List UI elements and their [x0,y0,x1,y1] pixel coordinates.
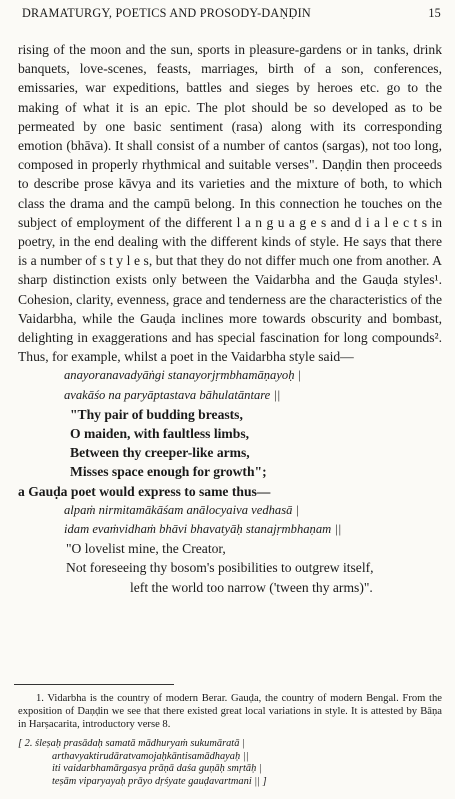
page-header [0,6,455,26]
footnote-2-line: teṣām viparyayaḥ prāyo dṛśyate gauḍavartmani || ] [52,775,267,787]
transition-line: a Gauḍa poet would express to same thus— [18,483,271,499]
running-head: DRAMATURGY, POETICS AND PROSODY-DAṆḌIN [22,6,311,20]
footnote-2-line: [ 2. śleṣaḥ prasādaḥ samatā mādhuryaṁ sukumāratā | [18,738,245,750]
translation-line: O maiden, with faultless limbs, [70,426,250,442]
footnote-2-line: arthavyaktirudāratvamojaḥkāntisamādhayaḥ || [52,750,249,762]
sanskrit-line: anayoranavadyāṅgi stanayorjṛmbhamāṇayoḥ | [64,368,302,383]
sanskrit-line: avakāśo na paryāptastava bāhulatāntare || [64,387,281,402]
translation-line: Between thy creeper-like arms, [70,445,250,461]
footnote-1: 1. Vidarbha is the country of modern Berar. Gauḍa, the country of modern Bengal. From the exposition of Daṇḍin we see that there existed great local variations in style. It is attested by Bāṇa in Harṣacarita, introductory verse 8. [18,693,442,730]
gauda-verse [18,501,442,597]
main-text [18,40,442,597]
footnote-2-line: iti vaidarbhamārgasya prāṇā daśa guṇāḥ smṛtāḥ | [52,763,262,775]
footnotes [18,693,442,788]
translation-line: Not foreseeing thy bosom's posibilities to outgrew itself, [66,560,374,576]
page-number: 15 [428,6,441,20]
footnote-rule [14,684,174,685]
translation-line: Misses space enough for growth"; [70,464,267,480]
body-paragraph: rising of the moon and the sun, sports in pleasure-gardens or in tanks, drink banquets, love-scenes, feasts, marriages, birth of a son, conferences, emissaries, war expeditions, battles and sieges by heroes etc. go to the making of what it is an epic. The plot should be so developed as to be permeated by one basic sentiment (rasa) along with its corresponding emotion (bhāva). It shall consist of a number of cantos (sargas), not too long, composed in properly rhythmical and suitable verses". Daṇḍin then proceeds to describe prose kāvya and its varieties and the mixture of both, to which class the drama and the campū belong. In this connection he touches on the subject of employment of the different l a n g u a g e s and d i a l e c t s in poetry, in the end dealing with the different kinds of style. He says that there is a number of s t y l e s, but that they do not differ much one from another. A sharp distinction exists only between the Vaidarbha and the Gauḍa styles¹. Cohesion, clarity, evenness, grace and tenderness are the characteristics of the Vaidarbha, while the Gauḍa inclines more towards obscurity and bombast, delighting in exaggerations and has special fascination for long compounds². Thus, for example, whilst a poet in the Vaidarbha style said— [18,42,442,365]
translation-line: "Thy pair of budding breasts, [70,406,243,422]
vaidarbha-verse [18,366,442,481]
sanskrit-line: idam evaṁvidhaṁ bhāvi bhavatyāḥ stanajṛmbhaṇam || [64,522,342,537]
sanskrit-line: alpaṁ nirmitamākāśam anālocyaiva vedhasā | [64,502,300,517]
footnote-2 [18,738,442,788]
translation-line: left the world too narrow ('tween thy arms)". [130,579,373,595]
translation-line: "O lovelist mine, the Creator, [66,541,226,557]
